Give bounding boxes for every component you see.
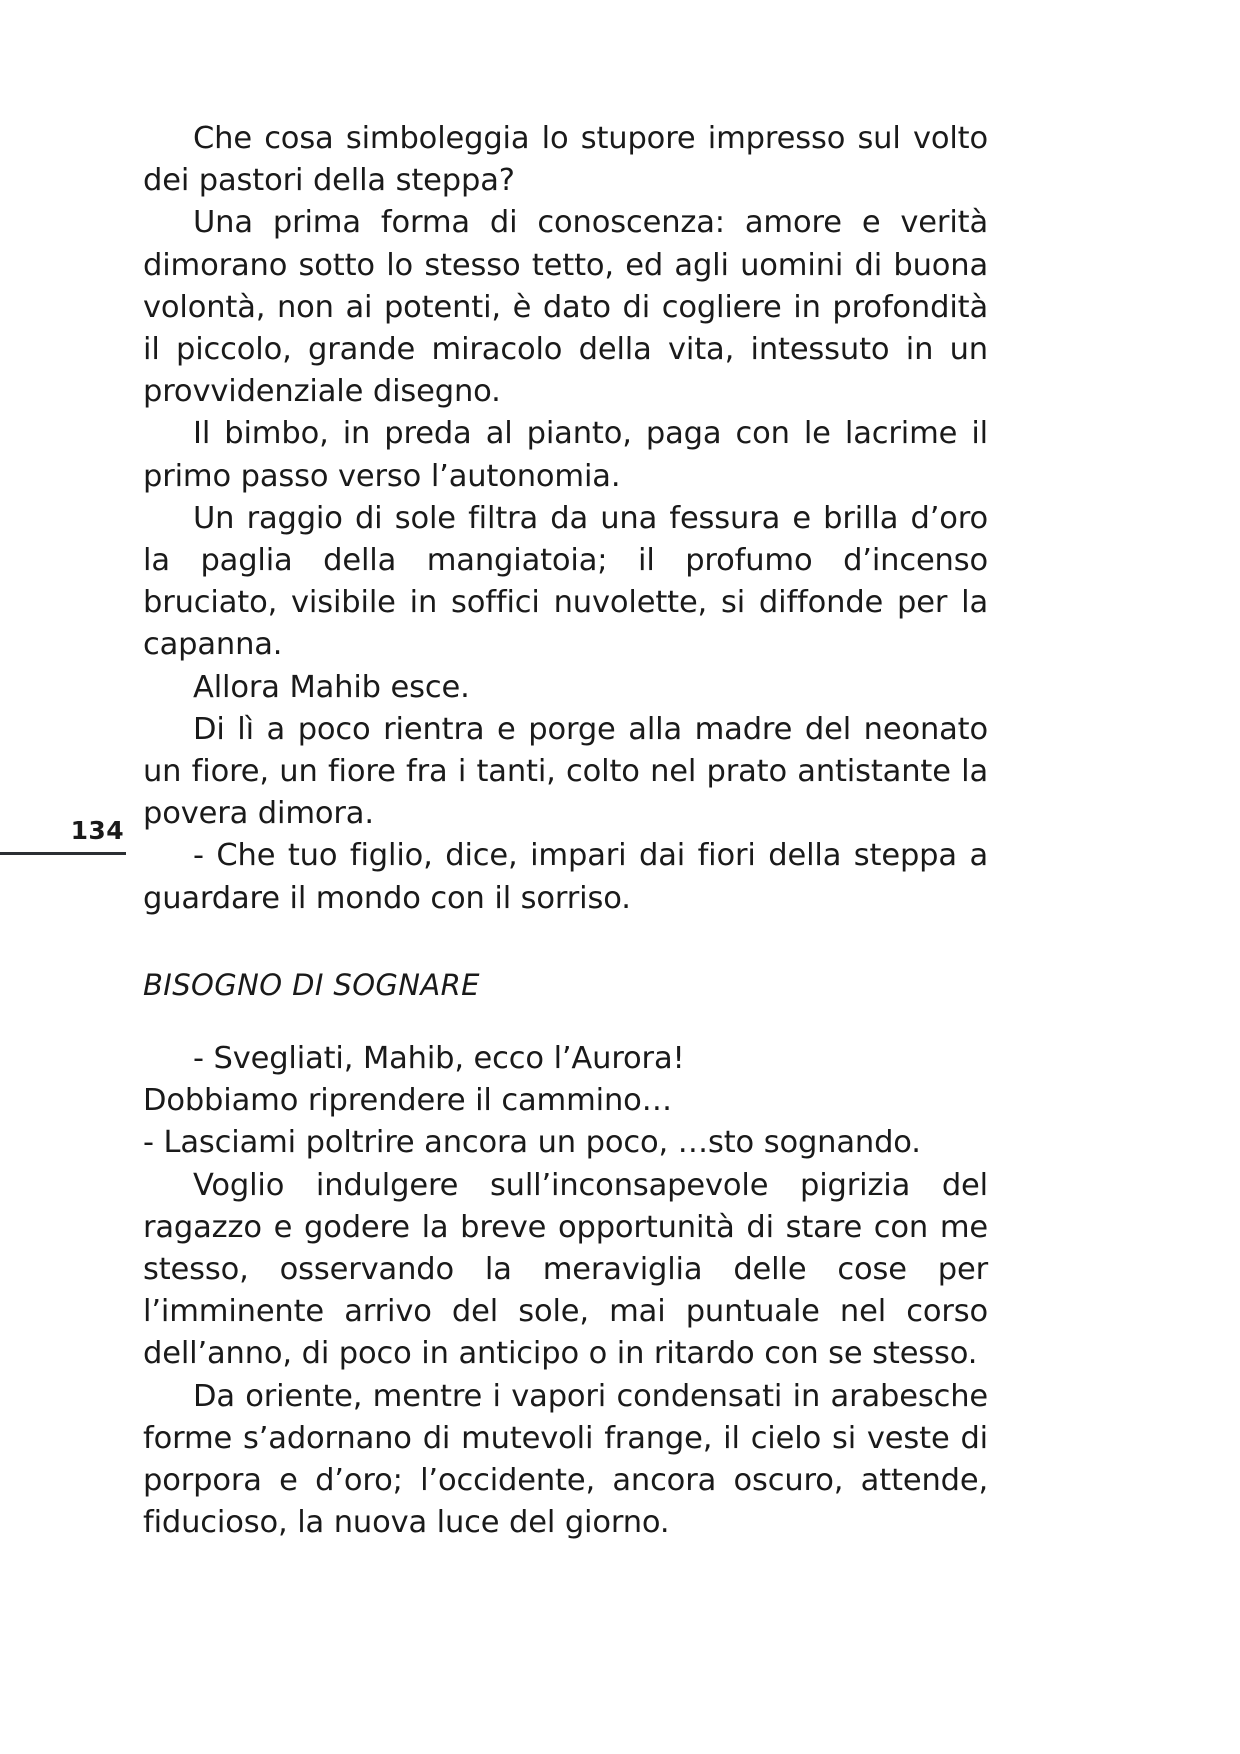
paragraph: Voglio indulgere sull’inconsapevole pigrizia del ragazzo e godere la breve opportunità di stare con me stesso, osservando la meraviglia delle cose per l’imminente arrivo del sole, mai puntuale nel corso dell’anno, di poco in anticipo o in ritardo con se stesso.	[143, 1167, 988, 1372]
section-heading: BISOGNO DI SOGNARE	[143, 968, 480, 1002]
paragraph: Un raggio di sole filtra da una fessura e brilla d’oro la paglia della mangiatoia; il profumo d’incenso bruciato, visibile in soffici nuvolette, si diffonde per la capanna.	[143, 500, 988, 663]
paragraph: - Lasciami poltrire ancora un poco, …sto sognando.	[143, 1125, 921, 1161]
paragraph: - Svegliati, Mahib, ecco l’Aurora!	[193, 1041, 685, 1076]
body-text-block-one	[143, 118, 988, 920]
paragraph: Di lì a poco rientra e porge alla madre del neonato un fiore, un fiore fra i tanti, colto nel prato antistante la povera dimora.	[143, 711, 988, 832]
paragraph: Dobbiamo riprendere il cammino…	[143, 1083, 673, 1119]
paragraph: Il bimbo, in preda al pianto, paga con le lacrime il primo passo verso l’autonomia.	[143, 416, 988, 494]
page-number: 134	[70, 816, 124, 845]
folio-block	[0, 816, 126, 855]
paragraph: Una prima forma di conoscenza: amore e verità dimorano sotto lo stesso tetto, ed agli uomini di buona volontà, non ai potenti, è dato di cogliere in profondità il piccolo, grande miracolo della vita, intessuto in un provvidenziale disegno.	[143, 205, 988, 410]
paragraph: Allora Mahib esce.	[193, 669, 470, 705]
body-text-block-two	[143, 1038, 988, 1544]
paragraph: - Che tuo figlio, dice, impari dai fiori della steppa a guardare il mondo con il sorriso.	[143, 838, 988, 916]
paragraph: Da oriente, mentre i vapori condensati in arabesche forme s’adornano di mutevoli frange, il cielo si veste di porpora e d’oro; l’occidente, ancora oscuro, attende, fiducioso, la nuova luce del giorno.	[143, 1378, 988, 1541]
folio-rule	[0, 852, 126, 855]
paragraph: Che cosa simboleggia lo stupore impresso sul volto dei pastori della steppa?	[143, 121, 988, 199]
